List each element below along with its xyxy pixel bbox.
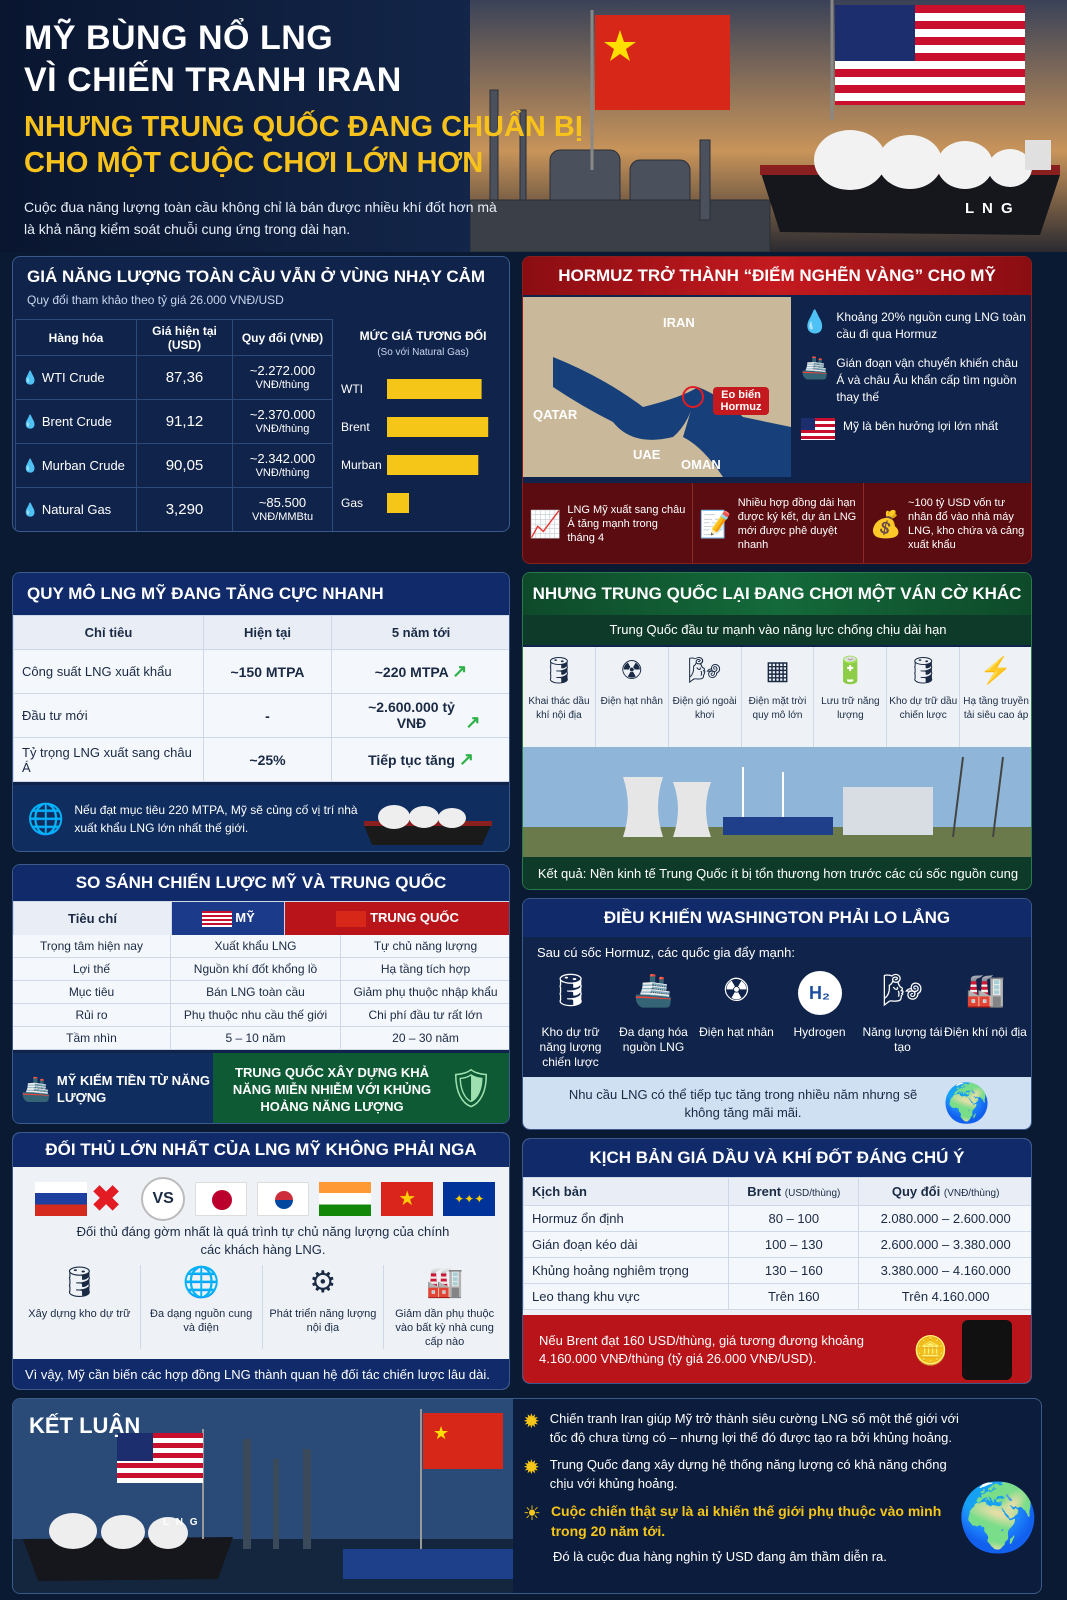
solar-panel-icon: ▦ [765,655,790,685]
china-investment-item [960,647,1032,747]
table-row [13,935,510,958]
china-game-subtitle: Trung Quốc đầu tư mạnh vào năng lực chống chịu dài hạn [523,615,1032,645]
rival-text: Đối thủ đáng gờm nhất là quá trình tự chủ năng lượng của chính các khách hàng LNG. [76,1224,450,1257]
fact-item: 📝 Nhiều hợp đồng dài hạn được ký kết, dự án LNG mới được phê duyệt nhanh [693,483,863,564]
table-row [13,1004,510,1027]
china-summary-box: TRUNG QUỐC XÂY DỰNG KHẢ NĂNG MIỄN NHIỄM VỚI KHỦNG HOẢNG NĂNG LƯỢNG 🛡 [213,1053,510,1124]
washington-item [944,971,1027,1070]
item-label: Hydrogen [793,1025,846,1039]
rival-footer: Vì vậy, Mỹ cần biến các hợp đồng LNG thành quan hệ đối tác chiến lược lâu dài. [13,1359,510,1390]
table-row: Gián đoạn kéo dài 100 – 130 2.600.000 – 3.380.000 [524,1232,1033,1258]
prices-table [15,319,333,532]
chart-subtitle: (So với Natural Gas) [377,347,469,358]
china-game-title: NHƯNG TRUNG QUỐC LẠI ĐANG CHƠI MỘT VÁN CỜ KHÁC [523,573,1031,615]
table-cell: Trọng tâm hiện nay [13,935,171,957]
vietnam-flag-icon: ★ [381,1182,433,1216]
scale-note: 🌐 Nếu đạt mục tiêu 220 MTPA, Mỹ sẽ củng cố vị trí nhà xuất khẩu LNG lớn nhất thế giới. [13,785,510,852]
intro-text: Cuộc đua năng lượng toàn cầu không chỉ là bán được nhiều khí đốt hơn mà là khả năng kiểm soát chuỗi cung ứng trong dài hạn. [24,199,497,237]
scenarios-note: Nếu Brent đạt 160 USD/thùng, giá tương đương khoảng 4.160.000 VNĐ/thùng (tỷ giá 26.000 VNĐ/USD). 🪙 [523,1315,1032,1384]
table-row: Hormuz ổn định 80 – 100 2.080.000 – 2.600.000 [524,1206,1033,1232]
ship-icon: 🚢 [633,972,674,1008]
bar-brent [387,417,488,437]
cross-icon: ✖ [91,1178,122,1219]
table-row [16,488,333,532]
vnd-value: ~85.500 [258,495,307,510]
conclusion-points [523,1409,963,1564]
rival-item [263,1265,385,1349]
table-cell: Lợi thế [13,958,171,980]
item-label: Điện hạt nhân [699,1025,774,1039]
badge-icon: ✹ [523,1411,540,1433]
compare-panel [12,864,510,1124]
item-label: Điện khí nội địa [944,1025,1027,1039]
prices-subtitle: Quy đổi tham khảo theo tỷ giá 26.000 VNĐ/USD [27,293,284,307]
fact-item: 📈 LNG Mỹ xuất sang châu Á tăng mạnh trong tháng 4 [523,483,693,564]
ship-label: L N G [965,200,1015,217]
relative-price-chart [335,367,505,527]
table-row [13,1027,510,1050]
us-flag-icon [202,911,232,927]
commodity-name: WTI Crude [41,369,105,385]
washington-panel [522,898,1032,1130]
rival-item [384,1265,505,1349]
japan-flag-icon [195,1182,247,1216]
scenarios-title: KỊCH BẢN GIÁ DẦU VÀ KHÍ ĐỐT ĐÁNG CHÚ Ý [523,1139,1031,1177]
compare-table [13,901,510,936]
contract-icon: 📝 [699,508,732,539]
col-indicator: Chỉ tiêu [14,616,204,650]
vs-badge: VS [141,1177,185,1221]
bar-label: Murban [341,458,382,472]
table-row: Leo thang khu vực Trên 160 Trên 4.160.000 [524,1284,1033,1310]
hormuz-point: 🚢 Gián đoạn vận chuyển khiến châu Á và châu Âu khẩn cấp tìm nguồn thay thế [801,355,1018,404]
table-row: Khủng hoảng nghiêm trọng 130 – 160 3.380.000 – 4.160.000 [524,1258,1033,1284]
drop-icon: 💧 [801,309,829,334]
vnd-unit: VNĐ/thùng [255,423,310,435]
scenarios-panel [522,1138,1032,1384]
hormuz-points [801,309,1027,440]
korea-flag-icon [257,1182,309,1216]
item-label: Giảm dần phụ thuộc vào bất kỳ nhà cung cấp nào [395,1308,495,1348]
scenarios-table: Kịch bản Brent (USD/thùng) Quy đổi (VNĐ/thùng) Hormuz ổn định 80 – 100 2.080.000 – 2.600.000 Gián đoạn kéo dài 100 – 130 2.600.000 – 3.380.000 Khủng hoảng nghiêm trọng 130 – 160 3.380.000 – 4.160.000 Leo thang khu vực Trên 160 Trên 4.160.000 [523,1177,1032,1310]
map-label-uae: UAE [633,447,661,462]
washington-subtitle: Sau cú sốc Hormuz, các quốc gia đẩy mạnh: [537,945,795,960]
russia-flag-icon [35,1182,87,1216]
rival-panel [12,1132,510,1390]
badge-icon: ✹ [523,1457,540,1479]
shield-check-icon: 🛡 [447,1068,496,1110]
prices-title: GIÁ NĂNG LƯỢNG TOÀN CẦU VẪN Ở VÙNG NHẠY CẢM [27,267,486,286]
col-price: Giá hiện tại (USD) [137,320,233,356]
map-label-strait: Eo biển Hormuz [713,387,769,415]
energy-landscape-illustration [523,747,1032,857]
ship-label: L N G [163,1517,200,1528]
table-cell: Xuất khẩu LNG [171,935,341,957]
bar-label: Gas [341,496,364,510]
up-arrow-icon: ↗ [458,749,474,769]
hormuz-panel [522,256,1032,564]
gas-plant-icon: 🏭 [965,972,1006,1008]
compare-rows [13,935,510,1050]
eu-flag-icon: ✦✦✦ [443,1182,495,1216]
conclusion-point: ☀ Cuộc chiến thật sự là ai khiến thế giới phụ thuộc vào mình trong 20 năm tới. [523,1503,942,1539]
main-subtitle-line2: CHO MỘT CUỘC CHƠI LỚN HƠN [24,147,484,179]
ship-icon: 🚢 [21,1075,51,1103]
china-investment-item [814,647,887,747]
item-label: Lưu trữ năng lượng [821,696,880,721]
up-arrow-icon: ↗ [452,661,468,681]
rival-flags [35,1177,495,1221]
table-cell: Chi phí đầu tư rất lớn [341,1004,510,1026]
growth-chart-icon: 📈 [529,508,562,539]
item-label: Hạ tầng truyền tải siêu cao áp [963,696,1029,721]
conclusion-point: ✹ Trung Quốc đang xây dựng hệ thống năng lượng có khả năng chống chịu với khủng hoảng. [523,1457,947,1491]
item-label: Phát triển năng lượng nội địa [269,1308,377,1334]
wind-turbine-icon: 🌬 [688,655,722,685]
china-investment-item [523,647,596,747]
item-label: Kho dự trữ dầu chiến lược [889,696,958,721]
storage-tank-icon: 🛢 [550,972,591,1008]
china-investment-item [742,647,815,747]
washington-item [778,971,861,1070]
india-flag-icon [319,1182,371,1216]
oil-barrel-icon [962,1320,1012,1380]
conclusion-point: ✹ Chiến tranh Iran giúp Mỹ trở thành siêu cường LNG số một thế giới với tốc độ chưa từng có – nhưng lợi thế đó được tạo ra bởi khủng hoảng. [523,1411,959,1445]
item-label: Điện mặt trời quy mô lớn [748,696,807,721]
diversify-icon: 🌐 [182,1266,220,1299]
table-cell: Phụ thuộc nhu cầu thế giới [171,1004,341,1026]
globe-icon: 🌍 [943,1083,991,1125]
scale-title: QUY MÔ LNG MỸ ĐANG TĂNG CỰC NHANH [13,573,509,615]
table-cell: Giảm phụ thuộc nhập khẩu [341,981,510,1003]
col-china: TRUNG QUỐC [370,910,459,926]
bar-label: WTI [341,382,363,396]
wind-turbine-icon: 🌬 [882,972,923,1008]
table-cell: 5 – 10 năm [171,1027,341,1049]
washington-note: Nhu cầu LNG có thể tiếp tục tăng trong nhiều năm nhưng sẽ không tăng mãi mãi. 🌍 [523,1077,1032,1130]
power-tower-icon: ⚡ [979,655,1013,685]
battery-icon: 🔋 [834,655,867,685]
conclusion-footer: Đó là cuộc đua hàng nghìn tỷ USD đang âm thầm diễn ra. [553,1549,887,1564]
vnd-value: ~2.370.000 [249,407,316,422]
coins-icon: 🪙 [913,1334,948,1366]
table-row: Công suất LNG xuất khẩu ~150 MTPA ~220 MTPA ↗ [14,650,511,694]
vnd-value: ~2.272.000 [249,363,316,378]
col-us: MỸ [235,910,255,926]
table-cell: Mục tiêu [13,981,171,1003]
table-row [16,356,333,400]
vnd-unit: VNĐ/thùng [255,379,310,391]
col-criteria: Tiêu chí [14,902,172,936]
washington-item [695,971,778,1070]
item-label: Đa dạng nguồn cung và điện [150,1308,253,1334]
table-row [13,981,510,1004]
price-value: 87,36 [137,356,233,400]
item-label: Đa dạng hóa nguồn LNG [619,1025,688,1054]
col-brent: Brent [747,1184,782,1199]
vnd-unit: VNĐ/MMBtu [251,511,314,523]
hormuz-facts [523,483,1032,564]
item-label: Xây dựng kho dự trữ [28,1308,131,1320]
conclusion-title: KẾT LUẬN [29,1413,141,1438]
storage-tank-icon: 🛢 [60,1266,99,1299]
washington-item [861,971,944,1070]
table-cell: Rủi ro [13,1004,171,1026]
commodity-name: Murban Crude [41,457,125,473]
item-label: Kho dự trữ năng lượng chiến lược [539,1025,602,1069]
vnd-unit: VNĐ/thùng [255,467,310,479]
table-row [16,444,333,488]
globe-icon: 🌐 [27,802,65,836]
item-label: Khai thác dầu khí nội địa [528,696,590,721]
china-investment-item [887,647,960,747]
washington-item [529,971,612,1070]
china-game-result: Kết quả: Nền kinh tế Trung Quốc ít bị tổn thương hơn trước các cú sốc nguồn cung [523,857,1032,890]
commodity-name: Natural Gas [41,501,112,517]
china-strategy-panel [522,572,1032,890]
oil-drop-icon: 💧 [22,413,39,429]
col-vnd: Quy đổi [891,1184,941,1199]
bar-wti [387,379,482,399]
conclusion-panel [12,1398,1042,1594]
commodity-name: Brent Crude [41,413,112,429]
lng-ship-icon [364,789,494,849]
table-row [16,400,333,444]
col-commodity: Hàng hóa [16,320,137,356]
table-cell: Bán LNG toàn cầu [171,981,341,1003]
china-flag-icon [336,911,366,927]
rival-item [141,1265,263,1349]
price-value: 91,12 [137,400,233,444]
us-flag-icon [801,418,835,440]
rival-title: ĐỐI THỦ LỚN NHẤT CỦA LNG MỸ KHÔNG PHẢI NGA [13,1133,509,1167]
up-arrow-icon: ↗ [465,711,481,732]
scale-table [13,615,510,782]
power-plant-icon: ⚙ [309,1266,337,1299]
prices-panel [12,256,510,532]
ship-icon: 🚢 [801,355,829,380]
bar-murban [387,455,478,475]
bar-label: Brent [341,420,370,434]
factory-icon: 🏭 [425,1266,464,1299]
table-cell: Tự chủ năng lượng [341,935,510,957]
hormuz-point: Mỹ là bên hưởng lợi lớn nhất [801,418,1027,440]
chart-title: MỨC GIÁ TƯƠNG ĐỐI [359,329,487,343]
item-label: Năng lượng tái tạo [862,1025,943,1054]
china-investment-item [669,647,742,747]
map-label-oman: OMAN [681,457,721,472]
nuclear-icon: ☢ [722,972,751,1008]
rival-list [19,1265,505,1349]
rival-item [19,1265,141,1349]
main-subtitle-line1: NHƯNG TRUNG QUỐC ĐANG CHUẨN BỊ [24,111,583,143]
map-label-qatar: QATAR [533,407,578,422]
lng-scale-panel [12,572,510,852]
china-investment-list [523,647,1032,747]
washington-title: ĐIỀU KHIẾN WASHINGTON PHẢI LO LẮNG [523,899,1031,937]
main-title-line1: MỸ BÙNG NỔ LNG [24,19,334,57]
svg-text:★: ★ [433,1423,450,1443]
storage-tank-icon: 🛢 [906,655,940,685]
oil-rig-icon: 🛢 [542,655,576,685]
oil-drop-icon: 💧 [22,457,39,473]
bar-gas [387,493,409,513]
us-summary-box: 🚢 MỸ KIẾM TIỀN TỪ NĂNG LƯỢNG [13,1053,213,1124]
oil-drop-icon: 💧 [22,369,39,385]
main-title-line2: VÌ CHIẾN TRANH IRAN [24,61,402,99]
header-banner [0,0,1067,252]
col-scenario: Kịch bản [524,1178,729,1206]
price-value: 90,05 [137,444,233,488]
money-bag-icon: 💰 [869,508,903,539]
table-cell: 20 – 30 năm [341,1027,510,1049]
table-row [13,958,510,981]
washington-item [612,971,695,1070]
hormuz-title: HORMUZ TRỞ THÀNH “ĐIỂM NGHẼN VÀNG” CHO MỸ [523,257,1031,295]
map-label-iran: IRAN [663,315,695,330]
hormuz-point: 💧 Khoảng 20% nguồn cung LNG toàn cầu đi qua Hormuz [801,309,1026,341]
table-cell: Tầm nhìn [13,1027,171,1049]
item-label: Điện hạt nhân [600,696,663,707]
col-vnd: Quy đổi (VNĐ) [233,320,333,356]
col-current: Hiện tại [204,616,332,650]
fact-item: 💰 ~100 tỷ USD vốn tư nhân đổ vào nhà máy LNG, kho chứa và cảng xuất khẩu [869,497,1025,551]
table-cell: Nguồn khí đốt khổng lồ [171,958,341,980]
table-cell: Hạ tầng tích hợp [341,958,510,980]
sun-icon: ☀ [523,1503,541,1525]
hydrogen-icon: H₂ [798,971,842,1015]
us-flag-icon [832,0,1025,120]
globe-icon: 🌍 [957,1480,1040,1554]
col-future: 5 năm tới [332,616,511,650]
washington-list [529,971,1027,1070]
compare-title: SO SÁNH CHIẾN LƯỢC MỸ VÀ TRUNG QUỐC [13,865,509,901]
price-value: 3,290 [137,488,233,532]
nuclear-icon: ☢ [620,655,644,685]
china-investment-item [596,647,669,747]
table-row: Tỷ trọng LNG xuất sang châu Á ~25% Tiếp tục tăng ↗ [14,738,511,782]
vnd-value: ~2.342.000 [249,451,316,466]
item-label: Điện gió ngoài khơi [672,696,737,721]
table-row: Đầu tư mới - ~2.600.000 tỷ VNĐ ↗ [14,694,511,738]
gas-drop-icon: 💧 [22,501,39,517]
